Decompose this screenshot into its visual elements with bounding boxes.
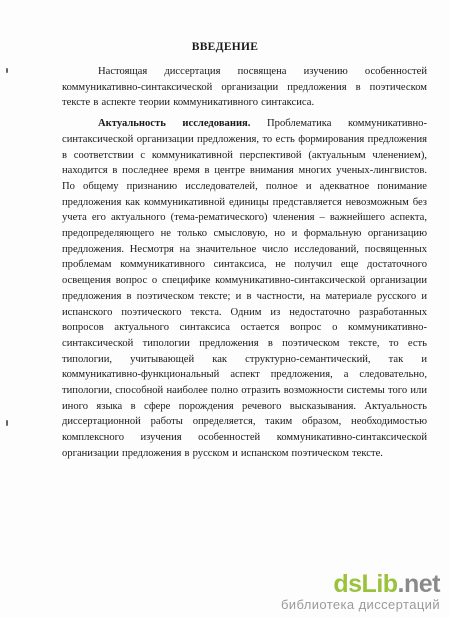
relevance-text: Проблематика коммуникативно-синтаксической организации предложения, то есть формирования предложения в соответствии с коммуникативной перспективой (актуальным членением), находится в последнее время в центре внимания многих ученых-лингвистов. По общему признанию исследователей, полное и адекватное понимание предложения как коммуникативной единицы представляется невозможным без учета его актуального (тема-рематического) членения – важнейшего аспекта, предопределяющего не только смысловую, но и формальную организацию предложения. Несмотря на значительное число исследований, посвященных проблемам коммуникативного синтаксиса, не получил еще достаточного освещения вопрос о специфике коммуникативно-синтаксической организации предложения в поэтическом тексте; и в частности, на материале русского и испанского поэтического текста. Одним из недостаточно разработанных вопросов актуального синтаксиса остается вопрос о коммуникативно-синтаксической типологии предложения в поэтическом тексте, то есть типологии, учитывающей как структурно-семантический, так и коммуникативно-функциональный аспект предложения, а следовательно, типологии, способной наиболее полно отразить возможности системы того или иного языка в сфере порождения речевого высказывания. Актуальность диссертационной работы определяется, таким образом, необходимостью комплексного изучения особенностей коммуникативно-синтаксической организации предложения в русском и испанском поэтическом тексте. <box>62 118 427 459</box>
relevance-paragraph <box>62 116 427 461</box>
dslib-logo <box>281 571 440 597</box>
relevance-heading: Актуальность исследования. <box>98 118 251 130</box>
page-title: ВВЕДЕНИЕ <box>191 41 259 53</box>
intro-paragraph: Настоящая диссертация посвящена изучению особенностей коммуникативно-синтаксической организации предложения в поэтическом тексте в аспекте теории коммуникативного синтаксиса. <box>62 66 427 109</box>
logo-suffix-text: .net <box>397 570 440 598</box>
logo-main-text: dsLib <box>333 570 398 598</box>
logo-subtitle: библиотека диссертаций <box>280 597 440 612</box>
scan-artifact-mark <box>6 68 8 73</box>
dslib-watermark <box>281 571 440 612</box>
scan-artifact-mark <box>6 420 8 426</box>
document-body <box>62 64 427 462</box>
